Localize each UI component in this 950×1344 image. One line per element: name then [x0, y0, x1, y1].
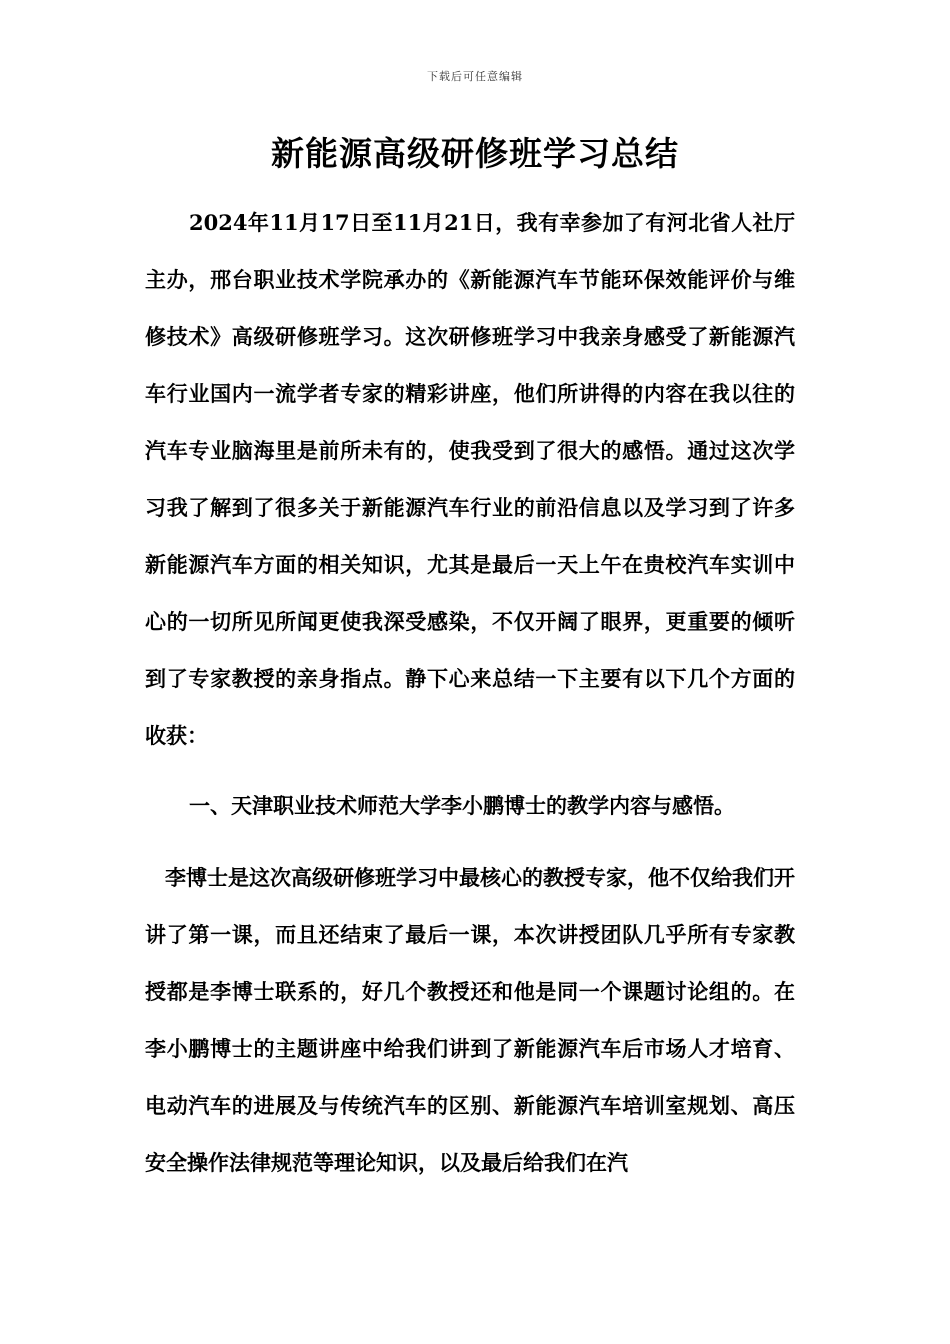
- paragraph-intro: 2024年11月17日至11月21日，我有幸参加了有河北省人社厅主办，邢台职业技术学院承办的《新能源汽车节能环保效能评价与维修技术》高级研修班学习。这次研修班学习中我亲身感受了新能源汽车行业国内一流学者专家的精彩讲座，他们所讲得的内容在我以往的汽车专业脑海里是前所未有的，使我受到了很大的感悟。通过这次学习我了解到了很多关于新能源汽车行业的前沿信息以及学习到了许多新能源汽车方面的相关知识，尤其是最后一天上午在贵校汽车实训中心的一切所见所闻更使我深受感染，不仅开阔了眼界，更重要的倾听到了专家教授的亲身指点。静下心来总结一下主要有以下几个方面的收获：: [145, 210, 795, 748]
- section-heading-1: 一、天津职业技术师范大学李小鹏博士的教学内容与感悟。: [189, 793, 735, 818]
- paragraph-section-1: 李博士是这次高级研修班学习中最核心的教授专家，他不仅给我们开讲了第一课，而且还结束了最后一课，本次讲授团队几乎所有专家教授都是李博士联系的，好几个教授还和他是同一个课题讨论组的。在李小鹏博士的主题讲座中给我们讲到了新能源汽车后市场人才培育、电动汽车的进展及与传统汽车的区别、新能源汽车培训室规划、高压安全操作法律规范等理论知识，以及最后给我们在汽: [145, 865, 795, 1175]
- document-title: 新能源高级研修班学习总结: [271, 134, 679, 173]
- header-note: 下载后可任意编辑: [427, 70, 523, 83]
